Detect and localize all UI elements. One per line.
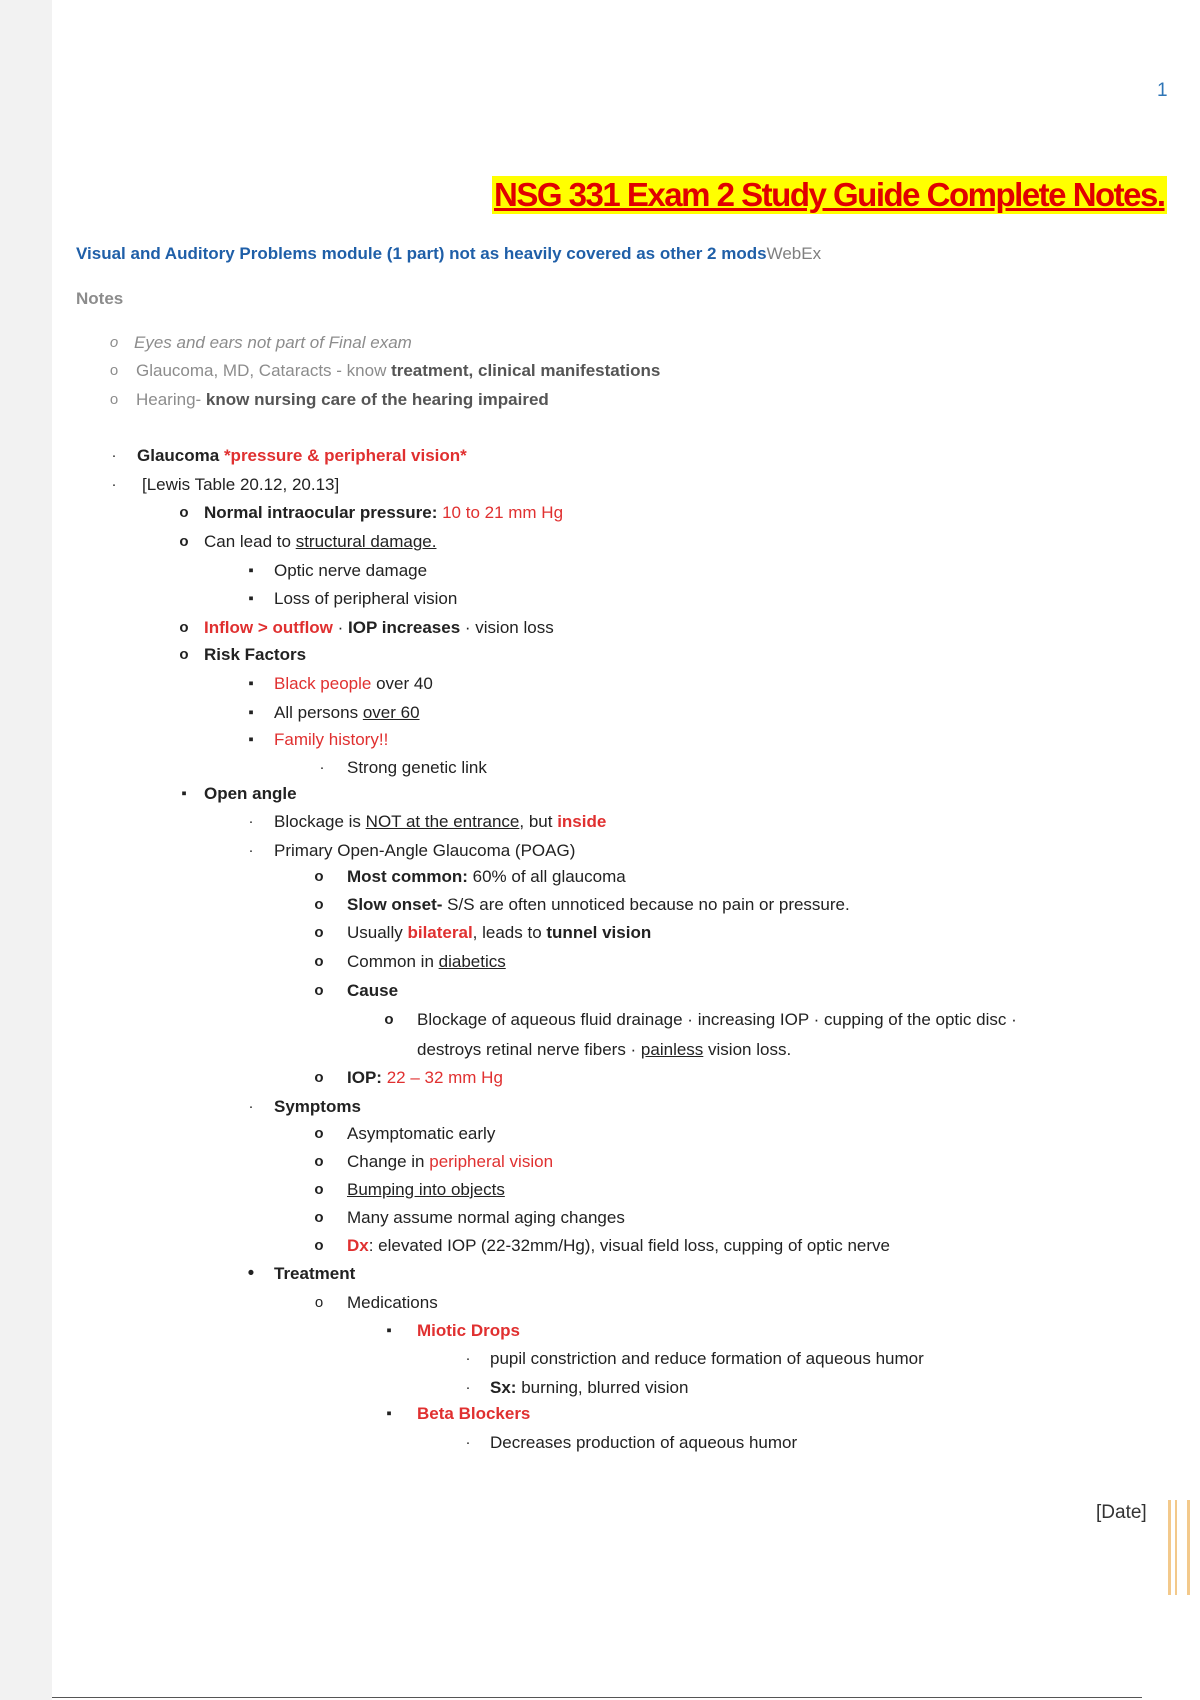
all-persons-text: All persons [274,703,363,722]
tunnel-vision-text: tunnel vision [546,923,652,942]
slow-onset-label: Slow onset- [347,895,443,914]
outline-black-people [274,673,433,695]
outline-bumping: Bumping into objects [347,1180,505,1199]
bilateral-text: bilateral [407,923,473,942]
note-item: Eyes and ears not part of Final exam [134,333,412,352]
bullet-dot: · [111,476,117,493]
bullet-bold: o [314,1181,324,1198]
bullet-bold: o [314,953,324,970]
bullet-dot: · [111,447,117,464]
bullet-dot: · [465,1350,471,1367]
bullet-square: ▪ [248,731,254,748]
bullet-dot: · [465,1379,471,1396]
outline-blockage [274,811,606,833]
outline-beta: Beta Blockers [417,1404,531,1423]
bullet-bold: o [179,504,189,521]
bullet-bold: o [384,1011,394,1028]
outline-glaucoma [137,445,467,467]
outline-normal-iop [204,502,563,524]
outline-cause-line1: Blockage of aqueous fluid drainage · increasing IOP · cupping of the optic disc · [417,1010,1017,1029]
bullet-square: ▪ [386,1405,392,1422]
dx-value: : elevated IOP (22-32mm/Hg), visual field loss, cupping of optic nerve [368,1236,891,1255]
outline-many-assume: Many assume normal aging changes [347,1208,625,1227]
subheading-main: Visual and Auditory Problems module (1 part) not as heavily covered as other 2 mods [76,244,767,263]
slow-onset-value: S/S are often unnoticed because no pain or pressure. [442,895,850,914]
outline-can-lead [204,531,436,553]
outline-common-in [347,951,506,973]
note-text: Glaucoma, MD, Cataracts - know [136,361,392,380]
note-text: Hearing- [136,390,206,409]
note-item [136,360,660,382]
bullet-square: ▪ [386,1322,392,1339]
over-60-text: over 60 [362,703,420,722]
outline-genetic-link: Strong genetic link [347,758,487,777]
can-lead-text: Can lead to [204,532,296,551]
bullet-square: ▪ [248,590,254,607]
normal-iop-label: Normal intraocular pressure: [204,503,438,522]
leads-to-text: , leads to [472,923,547,942]
outline-change-peripheral [347,1151,553,1173]
outline-lewis: [Lewis Table 20.12, 20.13] [142,475,340,494]
iop-value: 22 – 32 mm Hg [386,1068,503,1087]
bullet-dot: · [319,759,325,776]
module-subheading [76,244,821,264]
outline-asymptomatic: Asymptomatic early [347,1124,496,1143]
structural-damage-text: structural damage. [295,532,437,551]
bullet-dot: · [248,813,254,830]
outline-open-angle: Open angle [204,784,297,803]
note-item [136,389,549,411]
page-number: 1 [1157,80,1168,101]
outline-loss-peripheral: Loss of peripheral vision [274,589,458,608]
outline-cause-line2 [417,1039,791,1061]
outline-risk-factors: Risk Factors [204,645,307,664]
bullet-bold: o [314,1237,324,1254]
dx-label: Dx [347,1236,369,1255]
decorative-bars [1168,1500,1190,1595]
arrow-dot: · [332,618,349,637]
bullet-square: ▪ [248,562,254,579]
over-40-text: over 40 [371,674,433,693]
cause-line2-end: vision loss. [703,1040,792,1059]
sx-label: Sx: [490,1378,517,1397]
note-bold: know nursing care of the hearing impaired [205,390,549,409]
outline-cause: Cause [347,981,399,1000]
bullet-bold: o [314,982,324,999]
outline-treatment: Treatment [274,1264,356,1283]
bullet-bold: o [314,924,324,941]
outline-most-common [347,866,626,888]
outline-beta-desc: Decreases production of aqueous humor [490,1433,798,1452]
bullet-dot: · [465,1434,471,1451]
bullet-bold: o [179,646,189,663]
glaucoma-emphasis: *pressure & peripheral vision* [223,446,467,465]
vision-loss-text: vision loss [475,618,554,637]
footer-rule [52,1697,1142,1698]
cause-line2-text: destroys retinal nerve fibers · [417,1040,641,1059]
iop-increases-text: IOP increases [348,618,461,637]
outline-poag: Primary Open-Angle Glaucoma (POAG) [274,841,576,860]
outline-sx [490,1377,688,1399]
subheading-suffix: WebEx [766,244,822,263]
most-common-label: Most common: [347,867,468,886]
iop-label: IOP: [347,1068,382,1087]
bullet-big: • [247,1263,255,1284]
bullet-square: ▪ [248,675,254,692]
change-in-text: Change in [347,1152,430,1171]
outline-miotic-desc: pupil constriction and reduce formation of aqueous humor [490,1349,924,1368]
outline-medications: Medications [347,1293,438,1312]
document-title: NSG 331 Exam 2 Study Guide Complete Notes. [494,176,1165,213]
outline-miotic: Miotic Drops [417,1321,520,1340]
common-in-text: Common in [347,952,439,971]
bullet-dot: · [248,1098,254,1115]
outline-slow-onset [347,894,850,916]
bullet-hollow: o [109,362,119,379]
sx-value: burning, blurred vision [516,1378,689,1397]
inside-text: inside [557,812,607,831]
bullet-bold: o [179,619,189,636]
outline-dx [347,1235,890,1257]
black-people-text: Black people [274,674,372,693]
normal-iop-value: 10 to 21 mm Hg [442,503,564,522]
note-bold: treatment, clinical manifestations [391,361,661,380]
bullet-square: ▪ [181,785,187,802]
document-page [52,0,1200,1700]
bullet-bold: o [314,896,324,913]
bullet-dot: · [248,842,254,859]
bullet-bold: o [314,1069,324,1086]
bullet-bold: o [314,1125,324,1142]
but-text: , but [519,812,558,831]
date-placeholder: [Date] [1096,1502,1147,1523]
outline-inflow [204,617,554,639]
notes-heading: Notes [76,289,124,308]
outline-optic-nerve: Optic nerve damage [274,561,428,580]
bullet-bold: o [314,868,324,885]
usually-text: Usually [347,923,408,942]
bullet-bold: o [314,1153,324,1170]
arrow-dot: · [460,618,476,637]
outline-iop [347,1067,503,1089]
blockage-text: Blockage is [274,812,366,831]
bullet-hollow: o [109,334,119,351]
inflow-text: Inflow > outflow [204,618,333,637]
outline-symptoms: Symptoms [274,1097,361,1116]
bullet-bold: o [179,533,189,550]
painless-text: painless [640,1040,704,1059]
diabetics-text: diabetics [438,952,506,971]
not-entrance-text: NOT at the entrance [365,812,520,831]
bullet-square: ▪ [248,704,254,721]
glaucoma-label: Glaucoma [137,446,220,465]
peripheral-vision-text: peripheral vision [429,1152,554,1171]
outline-all-persons [274,702,420,724]
bullet-bold: o [314,1209,324,1226]
bullet-hollow: o [109,391,119,408]
outline-family-history: Family history!! [274,730,389,749]
outline-bilateral [347,922,651,944]
most-common-value: 60% of all glaucoma [467,867,626,886]
bullet-hollow: o [314,1294,324,1311]
